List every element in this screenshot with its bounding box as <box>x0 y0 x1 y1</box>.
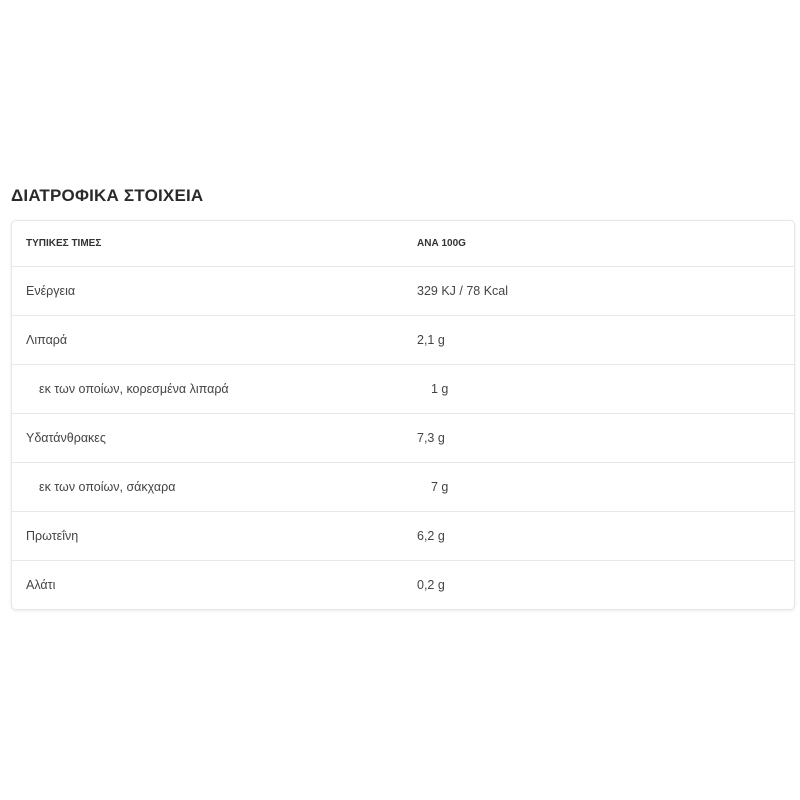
table-row-saturated-fat <box>12 365 794 414</box>
nutrient-name: εκ των οποίων, κορεσμένα λιπαρά <box>39 382 229 396</box>
nutrient-name: Λιπαρά <box>26 333 68 347</box>
nutrition-table <box>11 220 795 610</box>
nutrient-value: 2,1 g <box>417 333 445 347</box>
table-row-fat <box>12 316 794 365</box>
table-row-sugars <box>12 463 794 512</box>
table-header-row <box>12 221 794 267</box>
table-row-carbohydrates <box>12 414 794 463</box>
nutrient-name: Αλάτι <box>26 578 56 592</box>
nutrient-name: Υδατάνθρακες <box>26 431 106 445</box>
table-row-protein <box>12 512 794 561</box>
section-title: ΔΙΑΤΡΟΦΙΚΑ ΣΤΟΙΧΕΙΑ <box>11 186 204 205</box>
column-header-per-100g: ΑΝΑ 100G <box>417 238 466 249</box>
nutrient-value: 1 g <box>431 382 449 396</box>
nutrient-value: 7 g <box>431 480 449 494</box>
nutrient-name: εκ των οποίων, σάκχαρα <box>39 480 176 494</box>
nutrient-value: 329 KJ / 78 Kcal <box>417 284 509 298</box>
table-row-salt <box>12 561 794 609</box>
nutrient-value: 7,3 g <box>417 431 445 445</box>
nutrient-name: Ενέργεια <box>26 284 76 298</box>
table-row-energy <box>12 267 794 316</box>
column-header-typical-values: ΤΥΠΙΚΕΣ ΤΙΜΕΣ <box>26 238 102 249</box>
nutrient-value: 0,2 g <box>417 578 445 592</box>
nutrient-value: 6,2 g <box>417 529 445 543</box>
nutrient-name: Πρωτεΐνη <box>26 529 79 543</box>
